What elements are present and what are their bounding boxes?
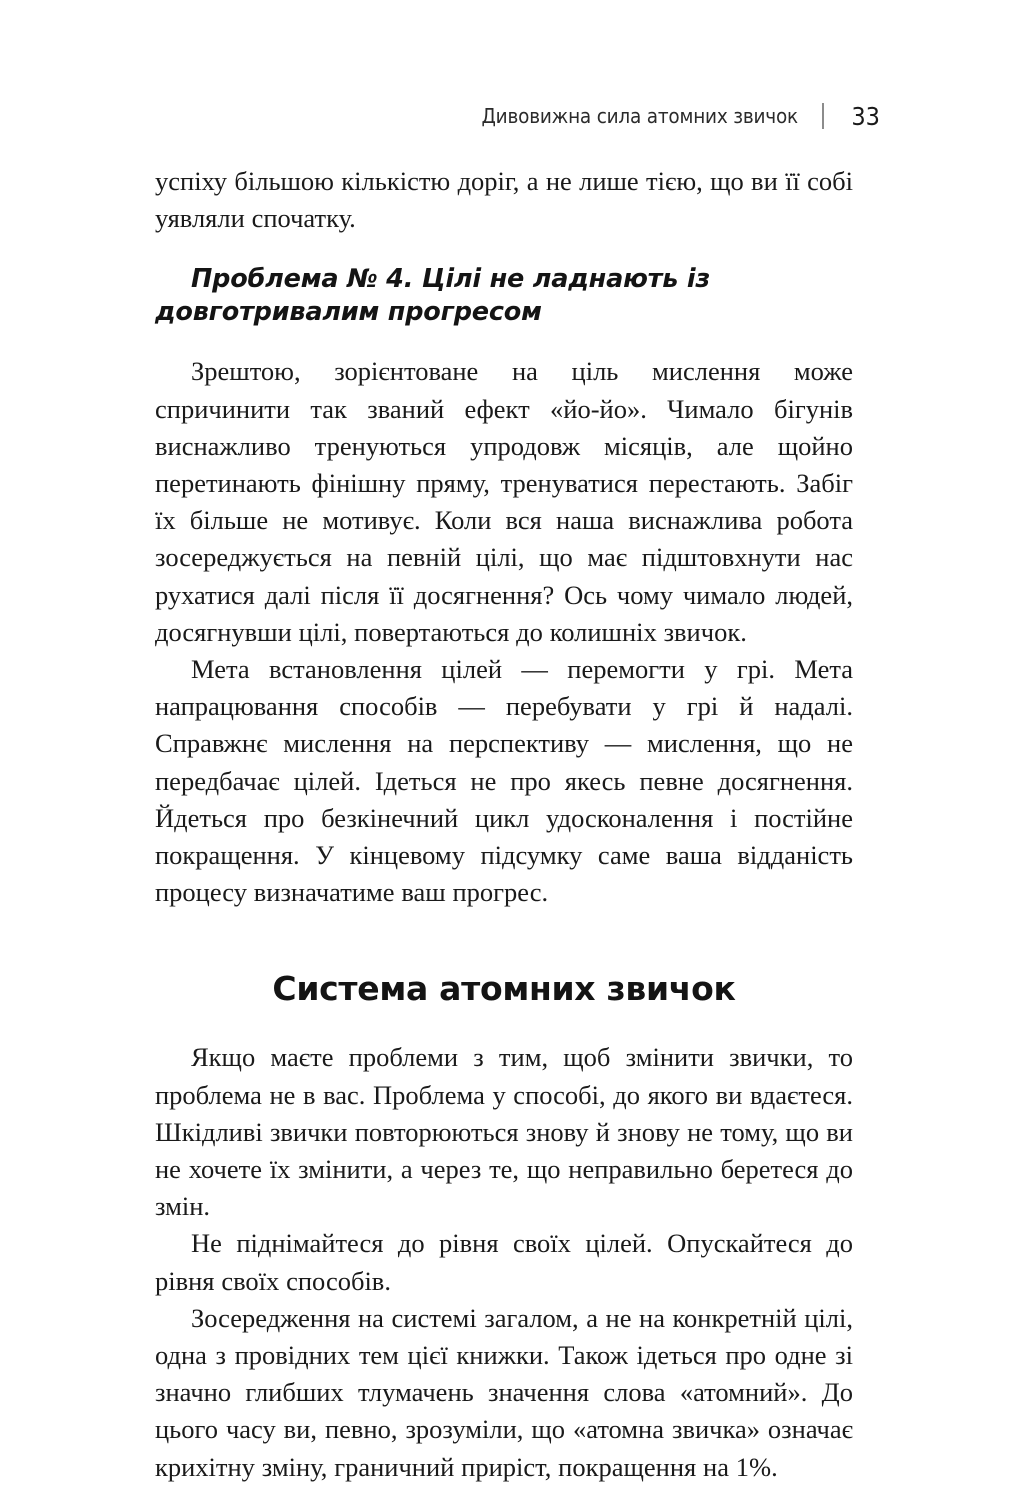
paragraph: Якщо маєте проблеми з тим, щоб змінити звички, то проблема не в вас. Проблема у способі, до якого ви вдаєтеся. Шкідливі звички повторюються знову й знову не тому, що ви не хочете їх змінити, а через те, що неправильно беретеся до змін. <box>155 1042 853 1222</box>
running-head <box>155 96 880 136</box>
running-head-separator-rule <box>822 103 824 129</box>
paragraph-continuation: успіху більшою кількістю доріг, а не лише тією, що ви її собі уявляли спочатку. <box>155 166 853 234</box>
text-block <box>155 163 853 1486</box>
section-heading: Система атомних звичок <box>272 969 736 1009</box>
running-head-title: Дивовижна сила атомних звичок <box>481 103 798 128</box>
paragraph: Мета встановлення цілей — перемогти у грі. Мета напрацювання способів — перебувати у грі й надалі. Справжнє мислення на перспективу — мислення, що не передбачає цілей. Ідеться не про якесь певне досягнення. Йдеться про безкінечний цикл удосконалення і постійне покращення. У кінцевому підсумку саме ваша відданість процесу визначатиме ваш прогрес. <box>155 654 853 908</box>
paragraph: Не піднімайтеся до рівня своїх цілей. Опускайтеся до рівня своїх способів. <box>155 1228 853 1296</box>
page-number: 33 <box>851 101 880 131</box>
paragraph: Зосередження на системі загалом, а не на конкретній цілі, одна з провідних тем цієї книжки. Також ідеться про одне зі значно глибших тлумачень значення слова «атомний». До цього часу ви, певно, зрозуміли, що «атомна звичка» означає крихітну зміну, граничний приріст, покращення на 1%. <box>155 1302 853 1482</box>
paragraph: Зрештою, зорієнтоване на ціль мислення може спричинити так званий ефект «йо-йо». Чимало бігунів виснажливо тренуються упродовж місяців, але щойно перетинають фінішну пряму, тренуватися перестають. Забіг їх більше не мотивує. Коли вся наша виснажлива робота зосереджується на певній цілі, що має підштовхнути нас рухатися далі після її досягнення? Ось чому чимало людей, досягнувши цілі, повертаються до колишніх звичок. <box>155 356 853 647</box>
subheading-problem-4: Проблема № 4. Цілі не ладнають із довготривалим прогресом <box>155 264 711 328</box>
